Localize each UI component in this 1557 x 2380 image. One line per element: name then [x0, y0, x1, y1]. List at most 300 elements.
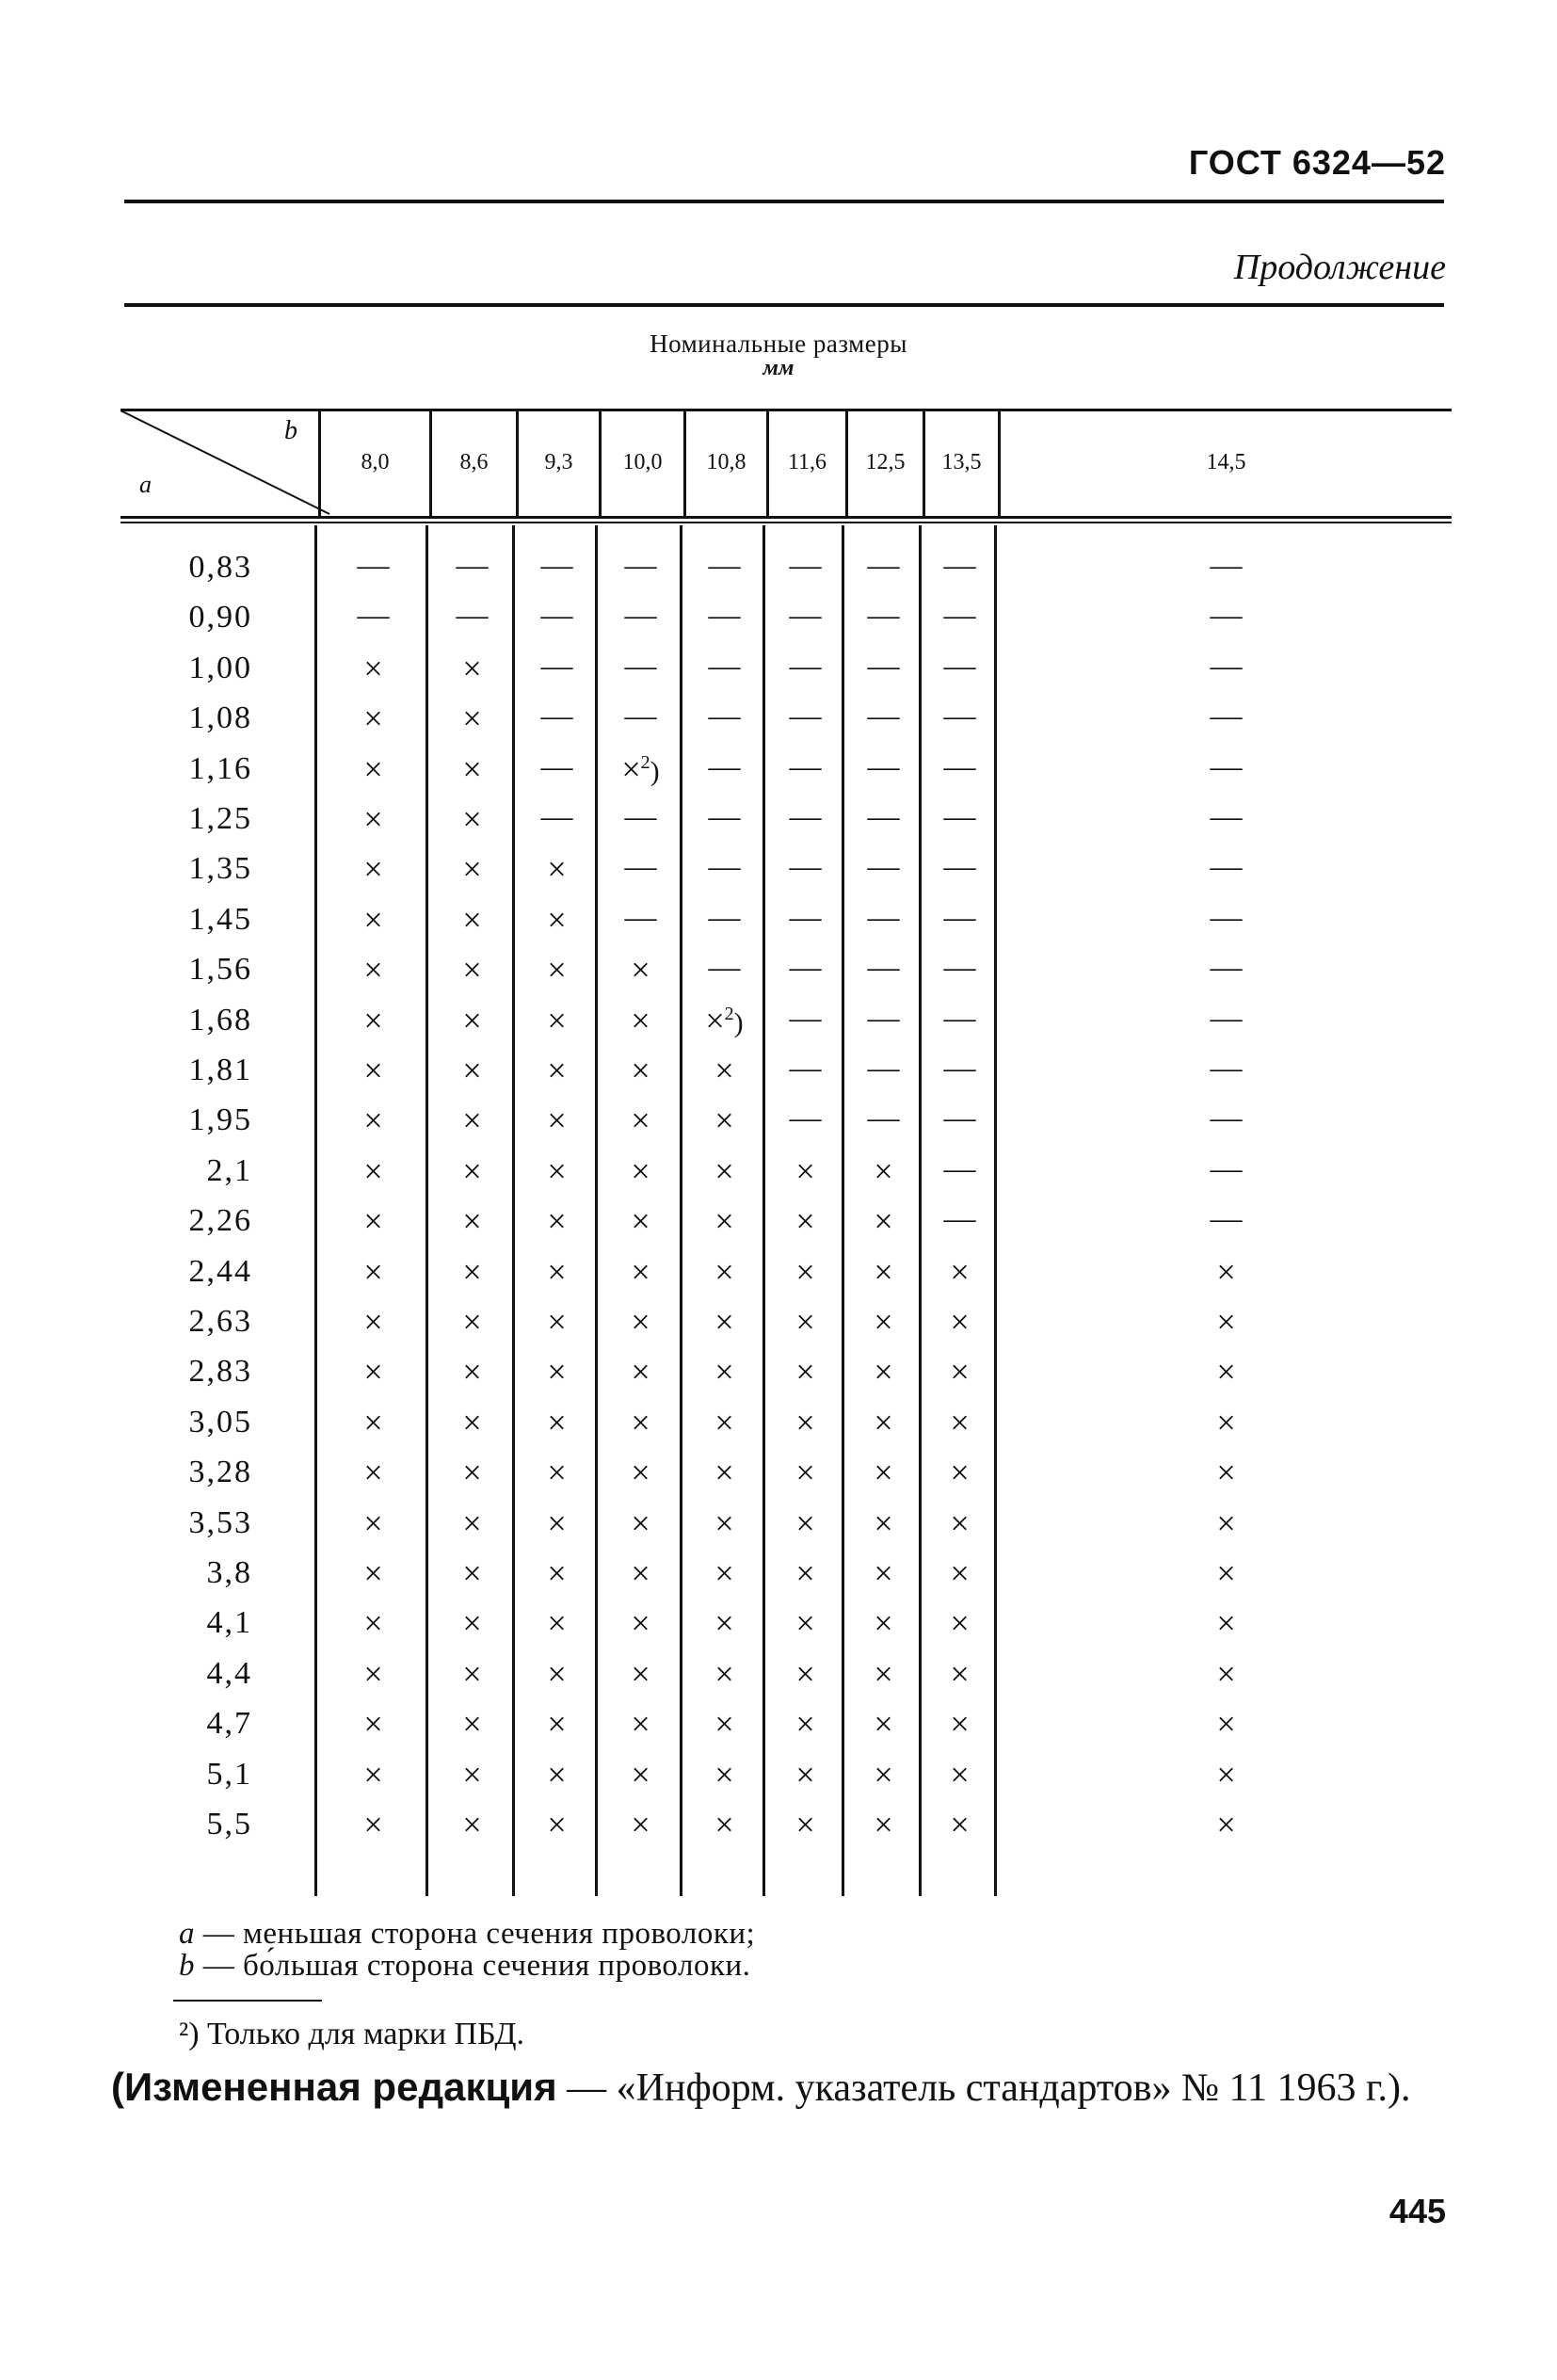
cell-available: ×	[462, 1654, 482, 1693]
cell-available: ×	[547, 1705, 567, 1744]
cell-available: ×	[547, 1504, 567, 1542]
cell-available: ×	[631, 1454, 650, 1492]
cell-not-available: —	[357, 548, 390, 583]
cell-available: ×	[631, 1654, 650, 1693]
cell-not-available: —	[1210, 950, 1243, 986]
cell-available: ×	[462, 1705, 482, 1744]
cell-available: ×	[631, 1705, 650, 1744]
table-caption: Номинальные размеры	[650, 330, 907, 358]
row-label: 1,25	[188, 801, 252, 836]
cell-not-available: —	[708, 950, 741, 986]
cell-available: ×	[462, 749, 482, 788]
cell-available: ×	[795, 1151, 815, 1190]
cell-available: ×	[363, 1554, 383, 1592]
cell-available: ×	[363, 1052, 383, 1089]
cell-available: ×	[714, 1454, 734, 1492]
cell-not-available: —	[708, 548, 741, 583]
cell-available: ×	[462, 1001, 482, 1039]
cell-not-available: —	[943, 1201, 976, 1237]
cell-not-available: —	[540, 799, 573, 834]
cell-available: ×	[1216, 1806, 1236, 1843]
cell-available: ×	[547, 1654, 567, 1693]
cell-available: ×	[363, 1303, 383, 1341]
row-label: 5,1	[206, 1756, 252, 1792]
body-col-divider	[994, 525, 997, 1896]
cell-available: ×	[795, 1202, 815, 1241]
cell-available: ×	[950, 1554, 970, 1592]
cell-not-available: —	[708, 699, 741, 734]
legend-a-text: — меньшая сторона сечения проволоки;	[195, 1917, 756, 1951]
cell-not-available: —	[789, 1101, 822, 1136]
cell-not-available: —	[624, 598, 657, 634]
cell-available: ×	[547, 1604, 567, 1643]
cell-available: ×	[462, 1403, 482, 1441]
cell-not-available: —	[789, 899, 822, 935]
row-label: 2,63	[188, 1304, 252, 1339]
cell-available: ×	[1216, 1303, 1236, 1341]
cell-not-available: —	[1210, 799, 1243, 834]
cell-available: ×	[714, 1353, 734, 1391]
cell-available: ×	[714, 1252, 734, 1291]
cell-not-available: —	[789, 1051, 822, 1085]
cell-available: ×	[950, 1504, 970, 1542]
cell-available: ×	[363, 1252, 383, 1291]
cell-available: ×	[462, 951, 482, 989]
row-label: 0,90	[188, 600, 252, 635]
cell-available: ×	[462, 1806, 482, 1843]
cell-available: ×	[874, 1303, 893, 1341]
cell-not-available: —	[708, 748, 741, 784]
cell-available: ×	[547, 1303, 567, 1341]
cell-available: ×	[714, 1806, 734, 1843]
cell-available: ×	[874, 1252, 893, 1291]
row-label: 1,45	[188, 901, 252, 937]
cell-not-available: —	[867, 598, 900, 634]
column-header: 11,6	[787, 450, 827, 474]
cell-not-available: —	[943, 799, 976, 834]
cell-available: ×	[631, 1403, 650, 1441]
cell-available: ×	[363, 900, 383, 939]
continuation-label: Продолжение	[1233, 248, 1446, 287]
cell-available: ×	[950, 1755, 970, 1793]
cell-not-available: —	[943, 1150, 976, 1186]
cell-not-available: —	[1210, 1051, 1243, 1085]
cell-available: ×	[363, 1604, 383, 1643]
cell-available: ×	[795, 1303, 815, 1341]
cell-available: ×	[631, 1806, 650, 1843]
cell-available: ×	[462, 1554, 482, 1592]
cell-available: ×	[631, 1252, 650, 1291]
table-unit: мм	[762, 356, 795, 380]
cell-not-available: —	[1210, 1101, 1243, 1136]
cell-not-available: —	[540, 648, 573, 683]
legend-a-symbol: a	[179, 1917, 195, 1951]
cell-not-available: —	[789, 648, 822, 683]
row-label: 3,05	[188, 1404, 252, 1439]
cell-not-available: —	[943, 548, 976, 583]
cell-available: ×	[950, 1454, 970, 1492]
row-label: 4,1	[206, 1605, 252, 1641]
cell-available: ×	[950, 1252, 970, 1291]
cell-available: ×	[714, 1705, 734, 1744]
row-label: 4,4	[206, 1655, 252, 1691]
cell-available: ×	[631, 1001, 650, 1039]
cell-available: ×	[547, 1052, 567, 1089]
cell-available: ×	[631, 1202, 650, 1241]
cell-not-available: —	[867, 799, 900, 834]
cell-not-available: —	[867, 1051, 900, 1085]
cell-available: ×	[363, 1705, 383, 1744]
row-label: 1,00	[188, 650, 252, 685]
cell-available: ×	[795, 1454, 815, 1492]
cell-available: ×	[795, 1604, 815, 1643]
row-label: 1,08	[188, 700, 252, 736]
cell-available: ×	[631, 1353, 650, 1391]
cell-available: ×	[874, 1705, 893, 1744]
cell-available: ×$^2$)	[705, 1001, 744, 1039]
cell-available: ×	[547, 1102, 567, 1140]
cell-not-available: —	[1210, 699, 1243, 734]
cell-available: ×	[631, 1504, 650, 1542]
row-label: 1,68	[188, 1002, 252, 1037]
cell-available: ×	[363, 1504, 383, 1542]
legend-b	[179, 1949, 750, 1984]
cell-available: ×	[462, 1604, 482, 1643]
cell-available: ×	[795, 1654, 815, 1693]
cell-not-available: —	[540, 748, 573, 784]
cell-available: ×	[874, 1151, 893, 1190]
cell-available: ×	[547, 951, 567, 989]
row-label: 3,53	[188, 1504, 252, 1540]
cell-available: ×	[1216, 1654, 1236, 1693]
cell-not-available: —	[1210, 548, 1243, 583]
cell-available: ×	[363, 1755, 383, 1793]
column-header: 12,5	[865, 450, 906, 474]
cell-available: ×	[1216, 1403, 1236, 1441]
cell-available: ×	[1216, 1454, 1236, 1492]
cell-available: ×	[363, 951, 383, 989]
cell-not-available: —	[789, 548, 822, 583]
cell-not-available: —	[624, 699, 657, 734]
cell-available: ×	[547, 1454, 567, 1492]
cell-not-available: —	[624, 648, 657, 683]
cell-not-available: —	[867, 849, 900, 885]
cell-not-available: —	[943, 899, 976, 935]
cell-available: ×	[363, 1654, 383, 1693]
legend-a	[179, 1917, 755, 1952]
row-label: 1,56	[188, 952, 252, 988]
cell-available: ×	[950, 1604, 970, 1643]
body-col-divider	[595, 525, 598, 1896]
cell-available: ×	[462, 850, 482, 889]
cell-available: ×	[631, 1755, 650, 1793]
cell-not-available: —	[456, 548, 489, 583]
cell-not-available: —	[789, 799, 822, 834]
cell-not-available: —	[624, 548, 657, 583]
header-rule	[124, 200, 1444, 203]
cell-not-available: —	[943, 699, 976, 734]
row-label: 3,8	[206, 1555, 252, 1590]
sizes-table	[111, 409, 1452, 1896]
cell-available: ×	[950, 1303, 970, 1341]
cell-available: ×	[462, 649, 482, 687]
cell-not-available: —	[943, 598, 976, 634]
cell-available: ×	[547, 1554, 567, 1592]
cell-available: ×	[363, 1202, 383, 1241]
column-header: 9,3	[544, 450, 573, 474]
cell-available: ×	[950, 1705, 970, 1744]
cell-not-available: —	[867, 1101, 900, 1136]
cell-available: ×	[874, 1504, 893, 1542]
cell-available: ×	[462, 1303, 482, 1341]
cell-available: ×	[714, 1052, 734, 1089]
legend-b-text: — бо́льшая сторона сечения проволоки.	[195, 1949, 751, 1983]
cell-available: ×	[547, 1151, 567, 1190]
cell-available: ×	[714, 1102, 734, 1140]
cell-available: ×	[462, 900, 482, 939]
cell-not-available: —	[1210, 1000, 1243, 1036]
cell-available: ×	[363, 649, 383, 687]
cell-available: ×	[874, 1654, 893, 1693]
cell-not-available: —	[789, 1000, 822, 1036]
cell-available: ×	[795, 1554, 815, 1592]
cell-not-available: —	[943, 1000, 976, 1036]
cell-available: ×	[363, 1102, 383, 1140]
cell-available: ×	[874, 1403, 893, 1441]
cell-available: ×	[547, 850, 567, 889]
cell-not-available: —	[867, 548, 900, 583]
cell-available: ×	[950, 1806, 970, 1843]
cell-not-available: —	[943, 1101, 976, 1136]
row-label: 2,1	[206, 1152, 252, 1188]
cell-available: ×	[462, 1504, 482, 1542]
cell-available: ×	[795, 1705, 815, 1744]
cell-available: ×	[714, 1604, 734, 1643]
body-col-divider	[425, 525, 428, 1896]
cell-available: ×	[462, 1454, 482, 1492]
cell-not-available: —	[708, 598, 741, 634]
row-label: 1,35	[188, 851, 252, 887]
cell-available: ×	[1216, 1252, 1236, 1291]
cell-available: ×	[714, 1403, 734, 1441]
cell-available: ×	[1216, 1705, 1236, 1744]
cell-not-available: —	[708, 899, 741, 935]
cell-available: ×	[714, 1554, 734, 1592]
cell-not-available: —	[624, 899, 657, 935]
cell-available: ×	[363, 749, 383, 788]
cell-not-available: —	[867, 899, 900, 935]
cell-available: ×	[795, 1755, 815, 1793]
cell-not-available: —	[1210, 1150, 1243, 1186]
cell-available: ×	[462, 800, 482, 838]
cell-not-available: —	[943, 1051, 976, 1085]
cell-available: ×	[1216, 1604, 1236, 1643]
footnote-rule	[173, 2000, 322, 2002]
column-header: 8,0	[361, 450, 390, 474]
cell-available: ×	[363, 1403, 383, 1441]
cell-available: ×	[631, 1604, 650, 1643]
row-label: 1,81	[188, 1053, 252, 1087]
body-col-divider	[762, 525, 765, 1896]
cell-available: ×	[462, 1252, 482, 1291]
column-header: 10,8	[706, 450, 746, 474]
cell-not-available: —	[540, 699, 573, 734]
page-number: 445	[1388, 2192, 1446, 2230]
cell-not-available: —	[943, 648, 976, 683]
row-label: 3,28	[188, 1455, 252, 1490]
cell-not-available: —	[456, 598, 489, 634]
cell-available: ×	[631, 1052, 650, 1089]
cell-not-available: —	[943, 849, 976, 885]
corner-a-label: a	[139, 471, 152, 498]
cell-available: ×	[363, 1353, 383, 1391]
cell-available: ×	[874, 1554, 893, 1592]
cell-available: ×	[874, 1806, 893, 1843]
cell-available: ×	[714, 1755, 734, 1793]
cell-available: ×	[795, 1403, 815, 1441]
cell-not-available: —	[867, 648, 900, 683]
cell-available: ×	[1216, 1554, 1236, 1592]
table-header-rule-2	[120, 522, 1452, 523]
cell-available: ×	[950, 1353, 970, 1391]
row-label: 2,44	[188, 1253, 252, 1289]
cell-not-available: —	[943, 950, 976, 986]
cell-not-available: —	[708, 799, 741, 834]
cell-available: ×	[631, 951, 650, 989]
cell-not-available: —	[1210, 648, 1243, 683]
body-col-divider	[512, 525, 515, 1896]
row-label: 4,7	[206, 1706, 252, 1742]
cell-available: ×	[547, 1252, 567, 1291]
cell-available: ×	[714, 1504, 734, 1542]
cell-not-available: —	[624, 799, 657, 834]
cell-not-available: —	[867, 699, 900, 734]
cell-available: ×	[363, 1454, 383, 1492]
cell-available: ×	[1216, 1353, 1236, 1391]
cell-available: ×	[631, 1303, 650, 1341]
cell-available: ×	[714, 1654, 734, 1693]
row-label: 5,5	[206, 1807, 252, 1841]
cell-not-available: —	[789, 950, 822, 986]
cell-available: ×	[547, 1353, 567, 1391]
row-label: 2,83	[188, 1354, 252, 1390]
cell-not-available: —	[708, 849, 741, 885]
cell-available: ×	[547, 1202, 567, 1241]
cell-available: ×	[1216, 1755, 1236, 1793]
cell-available: ×	[363, 1151, 383, 1190]
cell-available: ×	[795, 1504, 815, 1542]
cell-available: ×	[795, 1252, 815, 1291]
amendment-bold: (Измененная редакция	[111, 2065, 557, 2109]
cell-available: ×	[462, 700, 482, 738]
row-label: 2,26	[188, 1203, 252, 1239]
row-label: 1,16	[188, 750, 252, 786]
cell-available: ×	[631, 1554, 650, 1592]
cell-available: ×	[874, 1454, 893, 1492]
cell-available: ×	[714, 1151, 734, 1190]
cell-available: ×	[795, 1353, 815, 1391]
cell-available: ×	[547, 900, 567, 939]
cell-available: ×	[462, 1353, 482, 1391]
column-header: 8,6	[459, 450, 489, 474]
cell-not-available: —	[867, 748, 900, 784]
column-header: 13,5	[941, 450, 982, 474]
footnote: ²) Только для марки ПБД.	[179, 2017, 525, 2051]
cell-available: ×	[874, 1202, 893, 1241]
cell-available: ×	[874, 1755, 893, 1793]
cell-not-available: —	[789, 748, 822, 784]
cell-available: ×	[547, 1001, 567, 1039]
legend-b-symbol: b	[179, 1949, 195, 1983]
cell-available: ×	[714, 1202, 734, 1241]
body-col-divider	[842, 525, 844, 1896]
cell-not-available: —	[789, 849, 822, 885]
cell-not-available: —	[1210, 849, 1243, 885]
cell-available: ×$^2$)	[621, 749, 660, 788]
body-col-divider	[680, 525, 682, 1896]
cell-not-available: —	[357, 598, 390, 634]
cell-not-available: —	[1210, 748, 1243, 784]
body-col-divider	[919, 525, 922, 1896]
cell-not-available: —	[624, 849, 657, 885]
corner-b-label: b	[284, 416, 297, 445]
row-label: 1,95	[188, 1102, 252, 1138]
standard-code: ГОСТ 6324—52	[1188, 143, 1446, 182]
cell-not-available: —	[540, 548, 573, 583]
cell-not-available: —	[1210, 598, 1243, 634]
cell-not-available: —	[708, 648, 741, 683]
amendment-note	[111, 2062, 1444, 2114]
cell-available: ×	[631, 1102, 650, 1140]
cell-available: ×	[1216, 1504, 1236, 1542]
cell-available: ×	[363, 1806, 383, 1843]
row-label: 0,83	[188, 550, 252, 585]
cell-available: ×	[795, 1806, 815, 1843]
cell-available: ×	[462, 1151, 482, 1190]
cell-available: ×	[950, 1403, 970, 1441]
cell-not-available: —	[867, 950, 900, 986]
cell-available: ×	[631, 1151, 650, 1190]
continuation-rule	[124, 303, 1444, 307]
cell-not-available: —	[789, 699, 822, 734]
cell-available: ×	[363, 800, 383, 838]
cell-available: ×	[462, 1202, 482, 1241]
column-header: 10,0	[622, 450, 663, 474]
cell-available: ×	[462, 1755, 482, 1793]
cell-available: ×	[547, 1403, 567, 1441]
cell-available: ×	[462, 1102, 482, 1140]
cell-not-available: —	[943, 748, 976, 784]
cell-available: ×	[714, 1303, 734, 1341]
cell-not-available: —	[1210, 1201, 1243, 1237]
cell-not-available: —	[1210, 899, 1243, 935]
cell-not-available: —	[867, 1000, 900, 1036]
cell-available: ×	[950, 1654, 970, 1693]
column-header: 14,5	[1206, 450, 1246, 474]
body-col-divider	[314, 525, 317, 1896]
cell-available: ×	[363, 1001, 383, 1039]
cell-available: ×	[363, 700, 383, 738]
table-header-rule	[120, 516, 1452, 519]
cell-not-available: —	[789, 598, 822, 634]
cell-available: ×	[547, 1806, 567, 1843]
cell-not-available: —	[540, 598, 573, 634]
cell-available: ×	[363, 850, 383, 889]
amendment-rest: — «Информ. указатель стандартов» № 11 1963 г.).	[556, 2066, 1411, 2110]
cell-available: ×	[874, 1604, 893, 1643]
cell-available: ×	[874, 1353, 893, 1391]
cell-available: ×	[462, 1052, 482, 1089]
